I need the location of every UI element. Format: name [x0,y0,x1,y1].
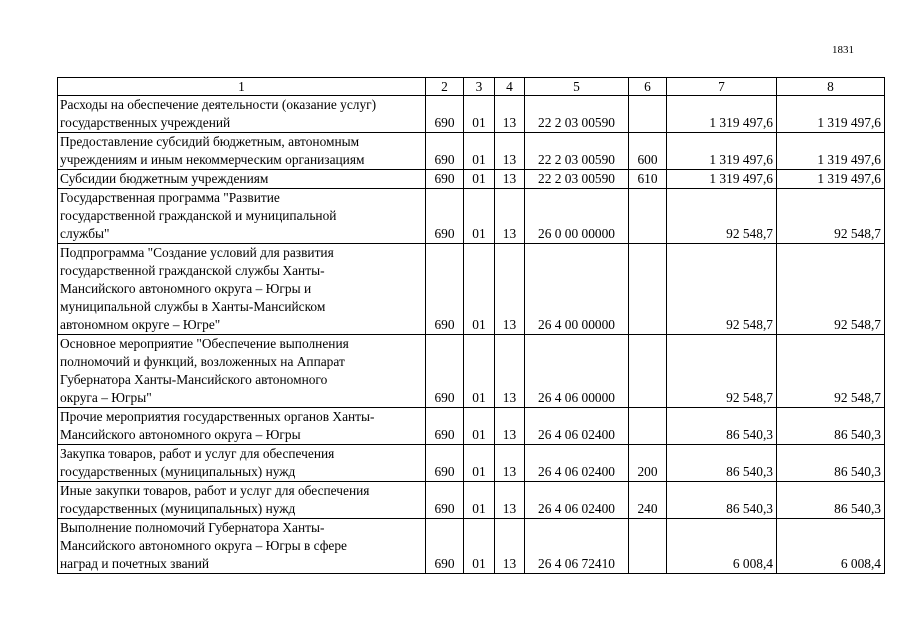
table-row [58,189,885,244]
amount-cell: 92 548,7 [667,244,777,335]
column-header: 5 [525,78,629,96]
row-name-cell [58,189,426,244]
subsection-code-cell: 13 [495,335,525,408]
row-name-line: учреждениям и иным некоммерческим организациям [60,152,365,167]
amount-cell: 92 548,7 [777,189,885,244]
section-code-cell: 01 [464,519,495,574]
subsection-code-cell: 13 [495,244,525,335]
ministry-code-cell: 690 [426,244,464,335]
row-name-cell [58,170,426,189]
amount-cell: 86 540,3 [777,445,885,482]
row-name-line: государственных (муниципальных) нужд [60,464,296,479]
column-header: 1 [58,78,426,96]
amount-cell: 86 540,3 [777,482,885,519]
row-name-cell [58,445,426,482]
amount-cell: 92 548,7 [777,335,885,408]
subsection-code-cell: 13 [495,133,525,170]
amount-cell: 1 319 497,6 [777,96,885,133]
row-name-line: Расходы на обеспечение деятельности (оказание услуг) [60,97,377,112]
subsection-code-cell: 13 [495,445,525,482]
subsection-code-cell: 13 [495,189,525,244]
row-name-line: автономном округе – Югре" [60,317,221,332]
section-code-cell: 01 [464,96,495,133]
row-name-line: государственных (муниципальных) нужд [60,501,296,516]
table-row [58,482,885,519]
table-row [58,244,885,335]
ministry-code-cell: 690 [426,170,464,189]
ministry-code-cell: 690 [426,482,464,519]
amount-cell: 92 548,7 [667,335,777,408]
ministry-code-cell: 690 [426,519,464,574]
row-name-line: Закупка товаров, работ и услуг для обеспечения [60,446,335,461]
amount-cell: 92 548,7 [667,189,777,244]
amount-cell: 1 319 497,6 [777,170,885,189]
amount-cell: 86 540,3 [667,482,777,519]
row-name-line: Подпрограмма "Создание условий для развития [60,245,334,260]
ministry-code-cell: 690 [426,445,464,482]
subsection-code-cell: 13 [495,170,525,189]
row-name-line: Государственная программа "Развитие [60,190,280,205]
row-name-cell [58,244,426,335]
row-name-line: Иные закупки товаров, работ и услуг для обеспечения [60,483,370,498]
row-name-cell [58,335,426,408]
amount-cell: 86 540,3 [667,408,777,445]
ministry-code-cell: 690 [426,96,464,133]
section-code-cell: 01 [464,189,495,244]
row-name-line: наград и почетных званий [60,556,210,571]
row-name-line: округа – Югры" [60,390,152,405]
row-name-cell [58,133,426,170]
row-name-cell [58,482,426,519]
target-article-cell: 22 2 03 00590 [525,170,629,189]
section-code-cell: 01 [464,482,495,519]
column-header: 4 [495,78,525,96]
row-name-line: Мансийского автономного округа – Югры и [60,281,312,296]
table-row [58,408,885,445]
section-code-cell: 01 [464,170,495,189]
ministry-code-cell: 690 [426,189,464,244]
expense-type-cell: 610 [629,170,667,189]
target-article-cell: 26 0 00 00000 [525,189,629,244]
row-name-line: государственной гражданской и муниципальной [60,208,337,223]
amount-cell: 1 319 497,6 [777,133,885,170]
row-name-line: государственной гражданской службы Ханты- [60,263,325,278]
expense-type-cell: 200 [629,445,667,482]
ministry-code-cell: 690 [426,133,464,170]
expense-type-cell: 240 [629,482,667,519]
row-name-line: Мансийского автономного округа – Югры в сфере [60,538,347,553]
row-name-line: Предоставление субсидий бюджетным, автономным [60,134,360,149]
table-row [58,170,885,189]
target-article-cell: 26 4 06 02400 [525,408,629,445]
row-name-line: государственных учреждений [60,115,231,130]
table-row [58,335,885,408]
row-name-line: Мансийского автономного округа – Югры [60,427,301,442]
target-article-cell: 26 4 06 72410 [525,519,629,574]
budget-table [57,77,885,574]
header-row [58,78,885,96]
expense-type-cell [629,96,667,133]
column-header: 2 [426,78,464,96]
table-row [58,445,885,482]
expense-type-cell [629,408,667,445]
row-name-line: Губернатора Ханты-Мансийского автономного [60,372,328,387]
amount-cell: 86 540,3 [777,408,885,445]
table-row [58,519,885,574]
row-name-cell [58,96,426,133]
section-code-cell: 01 [464,335,495,408]
section-code-cell: 01 [464,408,495,445]
row-name-line: Субсидии бюджетным учреждениям [60,171,269,186]
row-name-line: Основное мероприятие "Обеспечение выполнения [60,336,349,351]
target-article-cell: 26 4 06 00000 [525,335,629,408]
section-code-cell: 01 [464,133,495,170]
row-name-line: полномочий и функций, возложенных на Аппарат [60,354,345,369]
section-code-cell: 01 [464,244,495,335]
amount-cell: 1 319 497,6 [667,170,777,189]
column-header: 7 [667,78,777,96]
target-article-cell: 26 4 06 02400 [525,482,629,519]
target-article-cell: 22 2 03 00590 [525,96,629,133]
subsection-code-cell: 13 [495,482,525,519]
row-name-line: службы" [60,226,110,241]
column-header: 8 [777,78,885,96]
table-row [58,96,885,133]
amount-cell: 6 008,4 [777,519,885,574]
subsection-code-cell: 13 [495,408,525,445]
amount-cell: 1 319 497,6 [667,96,777,133]
target-article-cell: 22 2 03 00590 [525,133,629,170]
ministry-code-cell: 690 [426,408,464,445]
row-name-line: Выполнение полномочий Губернатора Ханты- [60,520,325,535]
column-header: 6 [629,78,667,96]
target-article-cell: 26 4 00 00000 [525,244,629,335]
expense-type-cell [629,244,667,335]
expense-type-cell [629,335,667,408]
row-name-cell [58,408,426,445]
amount-cell: 1 319 497,6 [667,133,777,170]
expense-type-cell [629,189,667,244]
subsection-code-cell: 13 [495,96,525,133]
ministry-code-cell: 690 [426,335,464,408]
table-row [58,133,885,170]
row-name-line: Прочие мероприятия государственных органов Ханты- [60,409,375,424]
subsection-code-cell: 13 [495,519,525,574]
amount-cell: 6 008,4 [667,519,777,574]
amount-cell: 92 548,7 [777,244,885,335]
column-header: 3 [464,78,495,96]
expense-type-cell [629,519,667,574]
target-article-cell: 26 4 06 02400 [525,445,629,482]
row-name-line: муниципальной службы в Ханты-Мансийском [60,299,326,314]
page-number: 1831 [832,44,854,56]
row-name-cell [58,519,426,574]
amount-cell: 86 540,3 [667,445,777,482]
expense-type-cell: 600 [629,133,667,170]
section-code-cell: 01 [464,445,495,482]
